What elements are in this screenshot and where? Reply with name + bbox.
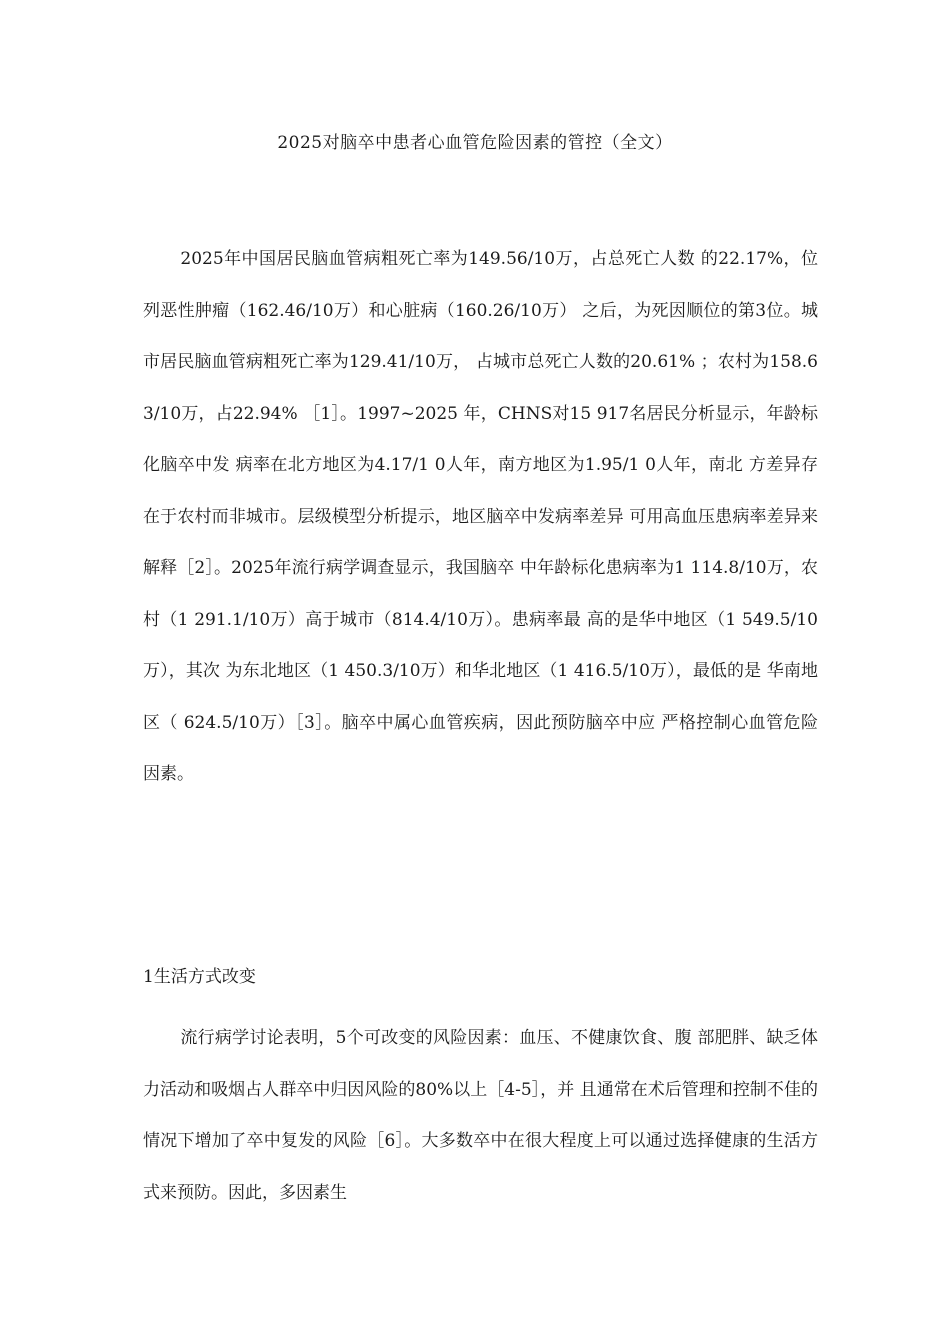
section-heading-1: 1生活方式改变	[143, 967, 256, 987]
body-paragraph-1: 2025年中国居民脑血管病粗死亡率为149.56/10万，占总死亡人数 的22.17%，位列恶性肿瘤（162.46/10万）和心脏病（160.26/10万） 之后，为死因顺位的第3位。城市居民脑血管病粗死亡率为129.41/10万， 占城市总死亡人数的20.61% ；农村为158.63/10万，占22.94% ［1］。1997~2025 年，CHNS对15 917名居民分析显示，年龄标化脑卒中发 病率在北方地区为4.17/1 0人年，南方地区为1.95/1 0人年，南北 方差异存在于农村而非城市。层级模型分析提示，地区脑卒中发病率差异 可用高血压患病率差异来解释［2］。2025年流行病学调查显示，我国脑卒 中年龄标化患病率为1 114.8/10万，农村（1 291.1/10万）高于城市（814.4/10万）。患病率最 高的是华中地区（1 549.5/10万），其次 为东北地区（1 450.3/10万）和华北地区（1 416.5/10万），最低的是 华南地区（ 624.5/10万）［3］。脑卒中属心血管疾病，因此预防脑卒中应 严格控制心血管危险因素。	[143, 249, 818, 784]
body-paragraph-2: 流行病学讨论表明，5个可改变的风险因素：血压、不健康饮食、腹 部肥胖、缺乏体力活动和吸烟占人群卒中归因风险的80%以上［4-5］，并 且通常在术后管理和控制不佳的情况下增加了卒中复发的风险［6］。大多数卒中在很大程度上可以通过选择健康的生活方式来预防。因此，多因素生	[143, 1028, 818, 1203]
document-title: 2025对脑卒中患者心血管危险因素的管控（全文）	[277, 133, 673, 153]
